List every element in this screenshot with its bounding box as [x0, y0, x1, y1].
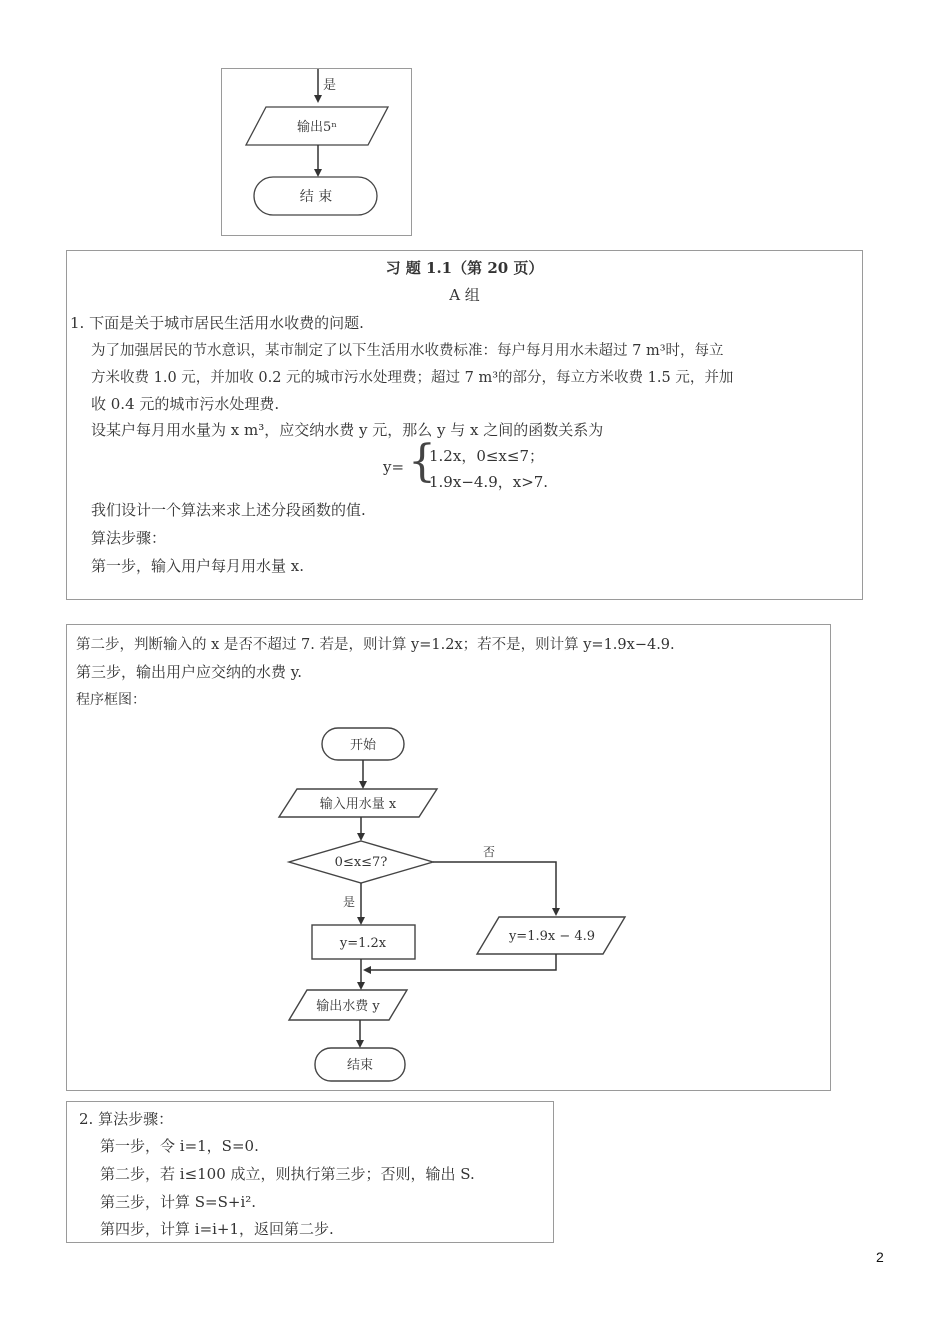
formula-lhs: y= [383, 458, 405, 476]
diagram-title: 程序框图： [76, 692, 146, 708]
exercise-line: 我们设计一个算法来求上述分段函数的值. [91, 501, 366, 519]
exercise-group: A 组 [449, 286, 480, 304]
formula-case: 1.2x，0≤x≤7； [429, 447, 544, 465]
algorithm-box [66, 1101, 554, 1243]
step-line: 第二步，判断输入的 x 是否不超过 7. 若是，则计算 y=1.2x；若不是，则计算 y=1.9x−4.9. [76, 637, 675, 653]
exercise-line: 为了加强居民的节水意识，某市制定了以下生活用水收费标准：每户每月用水未超过 7 m³时，每立 [91, 343, 724, 359]
input-label: 输入用水量 x [319, 797, 397, 812]
arrow-head [357, 982, 365, 990]
arrow-head [314, 169, 322, 177]
top-flowchart [222, 69, 411, 235]
program-flowchart [67, 625, 830, 1090]
calc-no-label: y=1.9x − 4.9 [508, 929, 596, 944]
arrow-head [552, 908, 560, 916]
exercise-line: 1. 下面是关于城市居民生活用水收费的问题. [70, 314, 364, 332]
formula-case: 1.9x−4.9，x>7. [429, 473, 549, 491]
end-label: 结束 [346, 1058, 374, 1073]
algo-line: 第四步，计算 i=i+1，返回第二步. [100, 1220, 334, 1238]
arrow-head [359, 781, 367, 789]
arrow-head [314, 95, 322, 103]
arrow-head [363, 966, 371, 974]
exercise-line: 算法步骤： [91, 529, 167, 547]
arrow-head [357, 833, 365, 841]
no-label: 否 [482, 845, 496, 859]
yes-label: 是 [342, 895, 356, 909]
formula-brace: { [408, 436, 436, 487]
start-label: 开始 [349, 738, 377, 753]
arrow-head [357, 917, 365, 925]
exercise-line: 方米收费 1.0 元，并加收 0.2 元的城市污水处理费；超过 7 m³的部分，每立方米收费 1.5 元，并加 [91, 370, 734, 386]
algo-line: 第三步，计算 S=S+i². [100, 1193, 257, 1211]
exercise-line: 收 0.4 元的城市污水处理费. [91, 395, 280, 413]
page-number: 2 [876, 1249, 884, 1265]
merge-line [367, 954, 556, 970]
exercise-line: 设某户每月用水量为 x m³，应交纳水费 y 元，那么 y 与 x 之间的函数关系为 [91, 421, 604, 439]
algo-line: 第二步，若 i≤100 成立，则执行第三步；否则，输出 S. [100, 1165, 475, 1183]
condition-label: 0≤x≤7? [334, 855, 388, 870]
arrow-head [356, 1040, 364, 1048]
algo-line: 第一步，令 i=1，S=0. [100, 1137, 259, 1155]
step-line: 第三步，输出用户应交纳的水费 y. [76, 663, 303, 681]
top-flowchart-box [221, 68, 412, 236]
end-label: 结 束 [299, 189, 333, 205]
exercise-line: 第一步，输入用户每月用水量 x. [91, 557, 304, 575]
output-label: 输出5ⁿ [297, 120, 337, 135]
output-label: 输出水费 y [316, 999, 380, 1014]
calc-yes-label: y=1.2x [339, 936, 387, 951]
yes-label: 是 [323, 78, 337, 93]
no-branch-line [433, 862, 556, 912]
exercise-box [66, 250, 863, 600]
algo-line: 2. 算法步骤： [79, 1110, 174, 1128]
flowchart-box [66, 624, 831, 1091]
exercise-heading: 习 题 1.1（第 20 页） [385, 259, 544, 277]
